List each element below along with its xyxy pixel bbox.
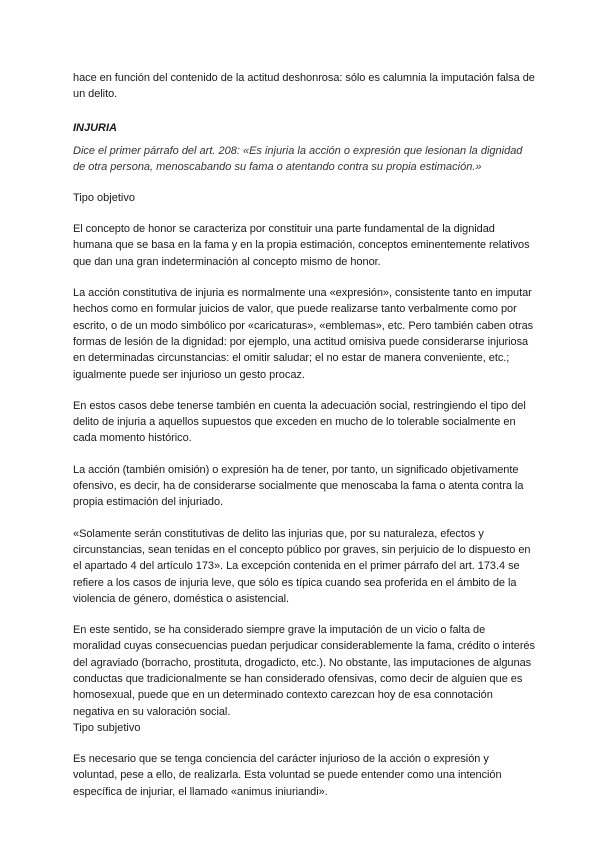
- paragraph-significado-ofensivo: La acción (también omisión) o expresión ha de tener, por tanto, un significado objetivamente ofensivo, es decir, ha de considerarse socialmente que menoscaba la fama o atenta contra la propia estimación del injuriado.: [73, 463, 524, 509]
- subheading-tipo-objetivo: Tipo objetivo: [73, 192, 135, 205]
- section-heading: INJURIA: [73, 121, 118, 134]
- paragraph-injurias-graves: «Solamente serán constitutivas de delito las injurias que, por su naturaleza, efectos y circunstancias, sean tenidas en el concepto público por graves, sin perjuicio de lo dispuesto en el apartado 4 del artículo 173». La excepción contenida en el primer párrafo del art. 173.4 se refiere a los casos de injuria leve, que sólo es típica cuando sea proferida en el ámbito de la violencia de género, doméstica o asistencial.: [73, 527, 531, 605]
- intro-paragraph: hace en función del contenido de la actitud deshonrosa: sólo es calumnia la imputación falsa de un delito.: [73, 72, 535, 101]
- paragraph-imputacion-vicio: En este sentido, se ha considerado siempre grave la imputación de un vicio o falta de moralidad cuyas consecuencias puedan perjudicar considerablemente la fama, crédito o interés del agraviado (borracho, prostituta, drogadicto, etc.). No obstante, las imputaciones de algunas conductas que tradicionalmente se han considerado ofensivas, como decir de alguien que es homosexual, puede que en un determinado contexto carezcan hoy de esa connotación negativa en su valoración social.: [73, 624, 535, 718]
- paragraph-honor: El concepto de honor se caracteriza por constituir una parte fundamental de la dignidad humana que se basa en la fama y en la propia estimación, conceptos eminentemente relativos que dan una gran indeterminación al concepto mismo de honor.: [73, 223, 530, 268]
- subheading-tipo-subjetivo: Tipo subjetivo: [73, 721, 141, 734]
- quote-paragraph: Dice el primer párrafo del art. 208: «Es injuria la acción o expresión que lesionan la dignidad de otra persona, menoscabando su fama o atentando contra su propia estimación.»: [73, 144, 523, 173]
- paragraph-animus-iniuriandi: Es necesario que se tenga conciencia del carácter injurioso de la acción o expresión y voluntad, pese a ello, de realizarla. Esta voluntad se puede entender como una intención específica de injuriar, el llamado «animus iniuriandi».: [73, 752, 502, 798]
- paragraph-accion-constitutiva: La acción constitutiva de injuria es normalmente una «expresión», consistente tanto en imputar hechos como en formular juicios de valor, que puede realizarse tanto verbalmente como por escrito, o de un modo simbólico por «caricaturas», «emblemas», etc. Pero también caben otras formas de lesión de la dignidad: por ejemplo, una actitud omisiva puede considerarse injuriosa en determinadas circunstancias: el omitir saludar; el no estar de manera conveniente, etc.; igualmente puede ser injurioso un gesto procaz.: [73, 287, 534, 381]
- document-page: [73, 70, 535, 800]
- paragraph-adecuacion-social: En estos casos debe tenerse también en cuenta la adecuación social, restringiendo el tipo del delito de injuria a aquellos supuestos que exceden en mucho de lo tolerable socialmente en cada momento histórico.: [73, 399, 526, 445]
